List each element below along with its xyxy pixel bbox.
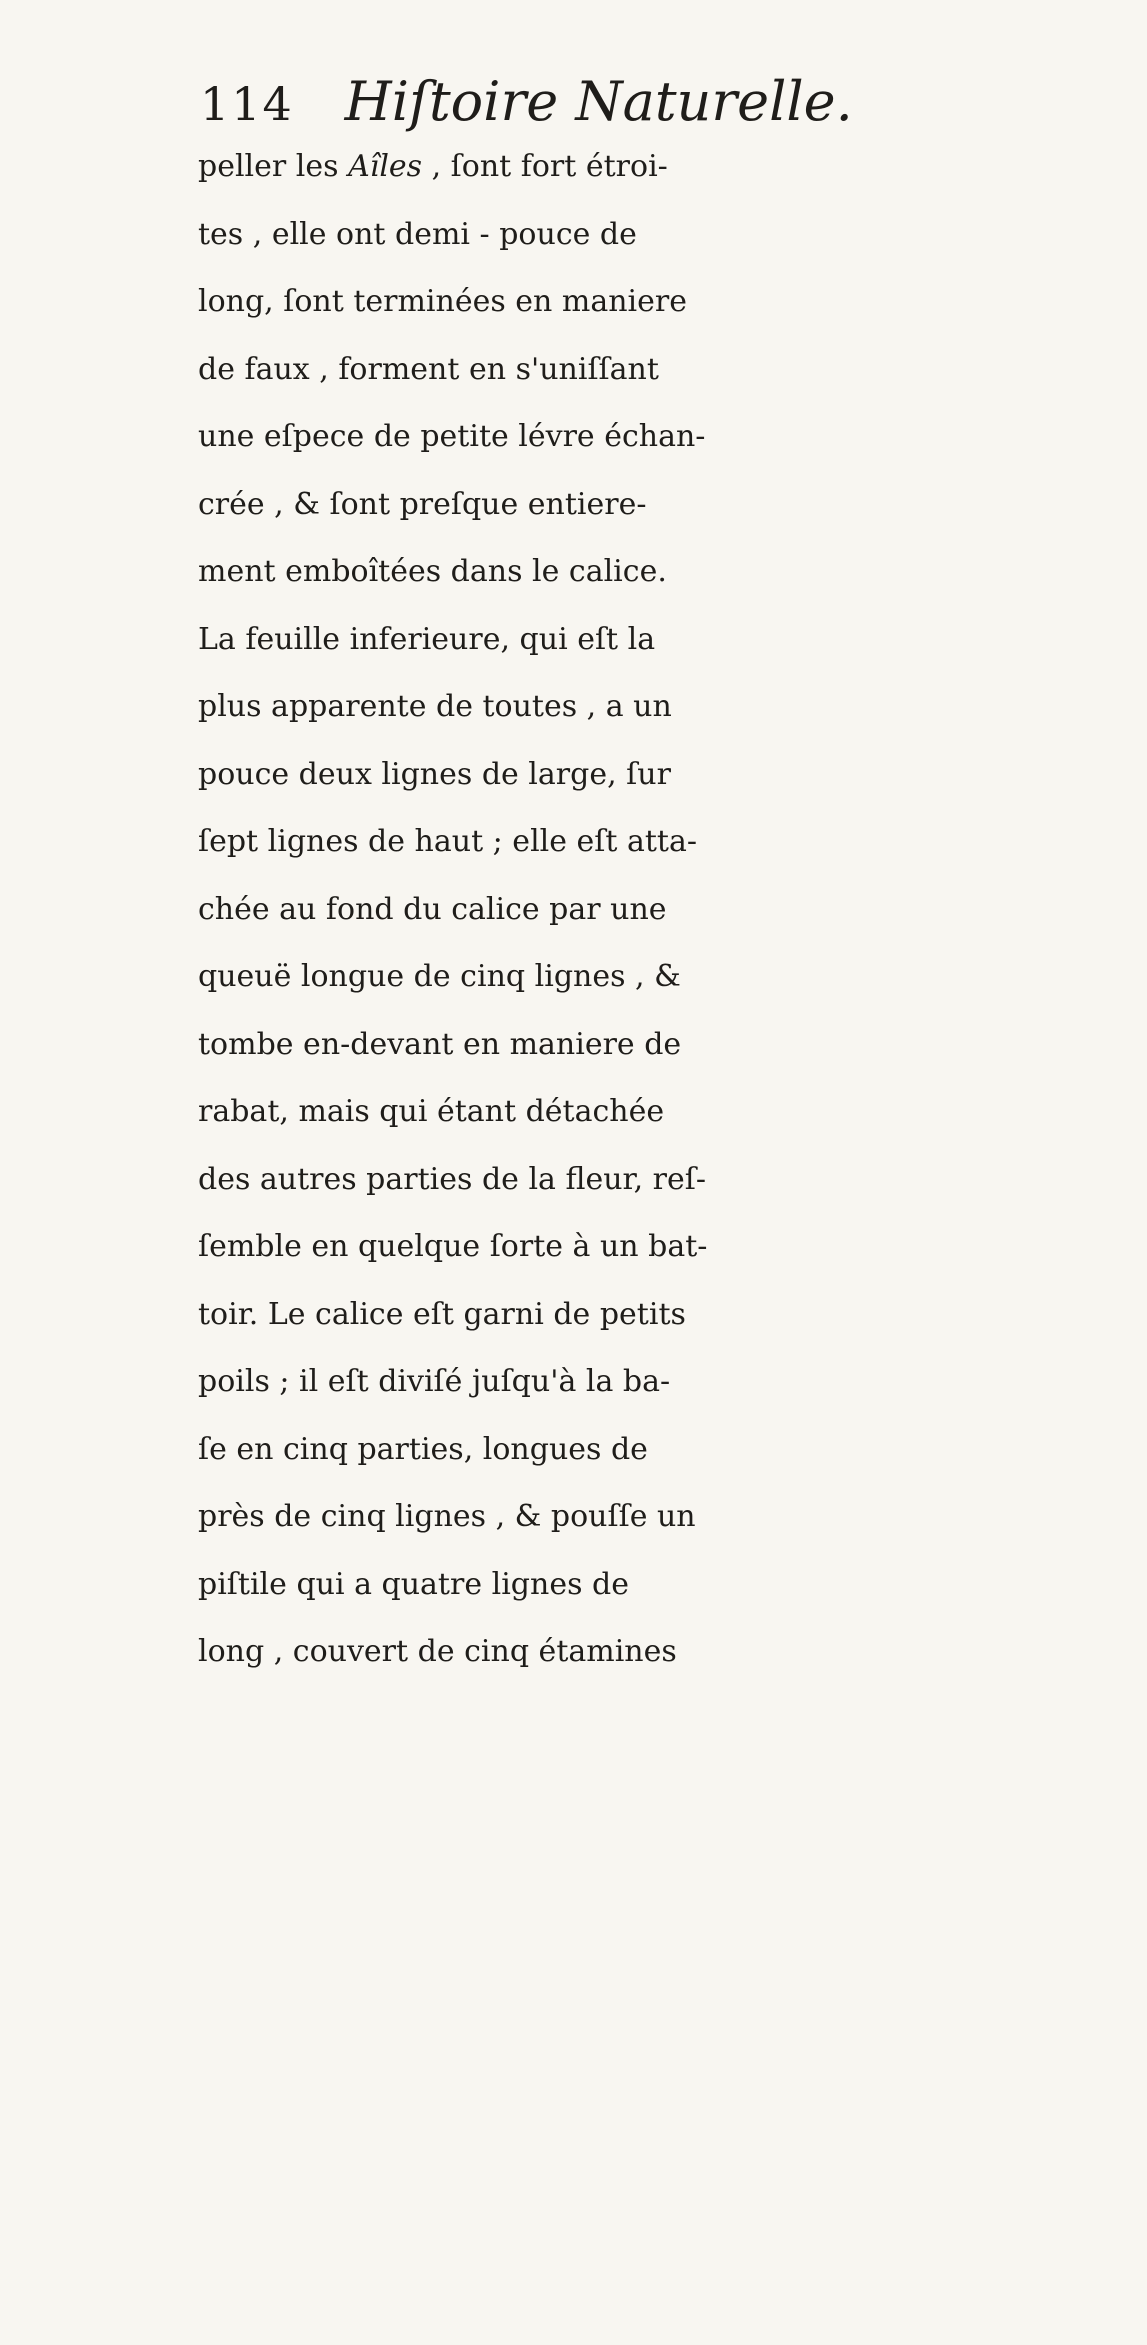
- text-line: [198, 1078, 1147, 1146]
- text-line: [198, 741, 1147, 809]
- text-line-segment: rabat, mais qui étant détachée: [198, 1094, 665, 1129]
- text-line-segment: poils ; il eſt diviſé juſqu'à la ba-: [198, 1364, 671, 1399]
- text-line-segment: toir. Le calice eſt garni de petits: [198, 1296, 686, 1332]
- text-line: [198, 1281, 1147, 1349]
- text-line-segment: , ſont fort étroi-: [422, 149, 668, 184]
- text-line: [198, 538, 1147, 606]
- text-line: [198, 403, 1147, 471]
- text-line: [198, 1348, 1147, 1416]
- text-line: [198, 876, 1147, 944]
- text-line: [198, 471, 1147, 539]
- text-line-segment: tes , elle ont demi - pouce de: [198, 216, 637, 252]
- text-line-segment: long, ſont terminées en maniere: [198, 284, 687, 319]
- text-line: [198, 336, 1147, 404]
- text-line-segment: de faux , forment en s'uniſſant: [198, 351, 659, 387]
- text-line: [198, 1416, 1147, 1484]
- text-line: [198, 1551, 1147, 1619]
- text-line-segment: tombe en-devant en maniere de: [198, 1026, 682, 1062]
- text-line-segment: des autres parties de la fleur, reſ-: [198, 1161, 706, 1197]
- text-line-segment: ſe en cinq parties, longues de: [198, 1431, 648, 1467]
- text-line: [198, 606, 1147, 674]
- text-line: [198, 673, 1147, 741]
- text-line-segment: près de cinq lignes , & pouſſe un: [198, 1499, 696, 1534]
- text-line-segment: une eſpece de petite lévre échan-: [198, 419, 706, 454]
- text-line: [198, 808, 1147, 876]
- text-line: [198, 268, 1147, 336]
- text-line-segment: queuë longue de cinq lignes , &: [198, 959, 681, 994]
- text-line-segment: chée au fond du calice par une: [198, 891, 667, 927]
- text-line-segment: crée , & ſont preſque entiere-: [198, 486, 647, 522]
- running-title: Hiſtoire Naturelle.: [344, 70, 853, 133]
- text-line: [198, 943, 1147, 1011]
- text-line: [198, 1146, 1147, 1214]
- text-line: [198, 1483, 1147, 1551]
- text-line: [198, 1011, 1147, 1079]
- text-line-segment: ſemble en quelque ſorte à un bat-: [198, 1229, 708, 1264]
- text-line-segment: long , couvert de cinq étamines: [198, 1634, 677, 1669]
- page-number: 114: [200, 77, 294, 131]
- text-line-segment: plus apparente de toutes , a un: [198, 689, 672, 724]
- text-line: [198, 133, 1147, 201]
- text-line: [198, 1213, 1147, 1281]
- body-text: [198, 133, 1147, 1686]
- text-line-segment: piſtile qui a quatre lignes de: [198, 1566, 629, 1602]
- text-line-segment: La feuille inferieure, qui eſt la: [198, 621, 656, 657]
- page-header: [200, 62, 1080, 142]
- italic-word: Aîles: [348, 149, 423, 184]
- text-line-segment: ſept lignes de haut ; elle eſt atta-: [198, 824, 698, 859]
- text-line-segment: pouce deux lignes de large, ſur: [198, 756, 671, 792]
- text-line-segment: peller les: [198, 149, 349, 184]
- text-line-segment: ment emboîtées dans le calice.: [198, 554, 667, 589]
- text-line: [198, 201, 1147, 269]
- text-line: [198, 1618, 1147, 1686]
